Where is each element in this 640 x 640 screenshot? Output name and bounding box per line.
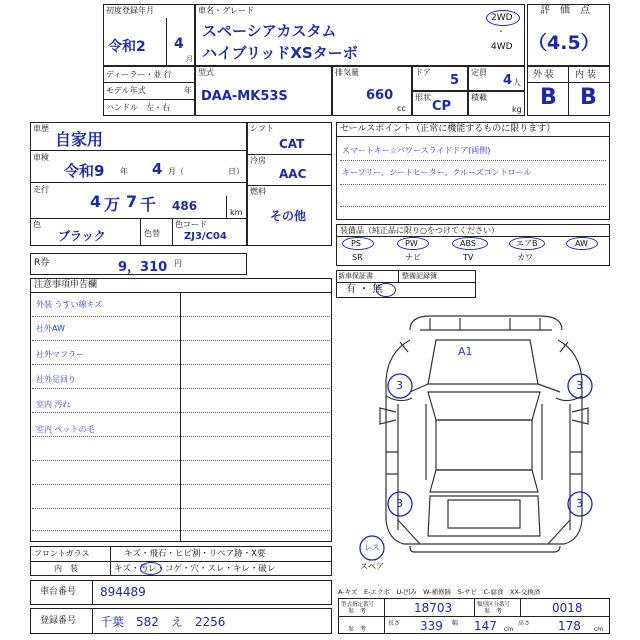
ac-value: AAC <box>279 167 307 181</box>
front-glass-label: フロントガラス <box>34 549 90 558</box>
length-value: 339 <box>420 619 443 633</box>
mileage-man-unit: 万 <box>104 195 121 214</box>
height-label: 高さ <box>518 620 531 627</box>
inspection-era: 令和9 <box>64 162 105 180</box>
mileage-sen-unit: 千 <box>140 195 157 214</box>
doors-label: ドア <box>415 68 431 77</box>
equip-tv: TV <box>463 253 474 262</box>
first-reg-month-unit: 月 <box>186 55 193 63</box>
fuel-label: 燃料 <box>250 187 266 196</box>
note-3: 社外マフラー <box>36 350 84 359</box>
color-change-label: 色替 <box>144 229 160 238</box>
load-unit: kg <box>512 105 522 114</box>
displacement-unit: cc <box>397 104 406 113</box>
inspection-day-unit: 日） <box>228 167 244 176</box>
capacity-label: 定員 <box>471 68 487 77</box>
equip-sr: SR <box>352 253 363 262</box>
first-reg-era: 令和2 <box>108 39 146 55</box>
interior-cond-label: 内 装 <box>54 564 78 573</box>
shape: CP <box>432 99 452 114</box>
width-unit: cm <box>504 626 514 633</box>
equip-airbag: エアB <box>516 239 538 248</box>
inspection-year-unit: 年 <box>120 167 128 176</box>
interior-label: 内 装 <box>575 70 596 80</box>
front-glass-options: キズ・飛石・ヒビ割・リペア跡・X要 <box>124 549 266 559</box>
warranty-new-label: 新車保証書 <box>338 272 373 280</box>
equip-abs: ABS <box>460 239 476 248</box>
note-2: 社外AW <box>36 324 65 333</box>
class-value: 0018 <box>552 601 583 615</box>
height-value: 178 <box>558 619 581 633</box>
inspection-label: 車検 <box>33 153 49 162</box>
notes-label: 注意事項申告欄 <box>34 280 98 290</box>
shift-label: シフト <box>250 124 274 133</box>
capacity-unit: 人 <box>513 78 521 87</box>
height-unit: cm <box>594 626 604 633</box>
displacement: 660 <box>366 88 394 103</box>
chassis-value: 894489 <box>100 585 146 599</box>
equipment-label: 装備品（純正品に限り○をつけてください） <box>340 226 499 235</box>
first-reg-month: 4 <box>174 36 184 52</box>
car-name-line1: スペーシアカスタム <box>202 22 337 40</box>
car-name-label: 車名・グレード <box>198 6 254 15</box>
mileage-sen: 7 <box>126 192 138 211</box>
sales-point-1: スマートキー☆パワースライドドア(両側) <box>342 146 491 155</box>
color-value: ブラック <box>58 229 106 243</box>
recycle-label: R券 <box>34 258 50 268</box>
use-label: 車歴 <box>33 124 49 133</box>
load-label: 積載 <box>471 93 487 102</box>
note-5: 室内 汚れ <box>36 400 71 409</box>
diagram-mark-front-left: 3 <box>396 379 403 392</box>
recycle-unit: 円 <box>174 259 182 268</box>
score-label: 評 価 点 <box>540 5 590 16</box>
sales-points-label: セールスポイント（正常に機能するものに限ります） <box>340 124 556 134</box>
length-label: 長さ <box>388 620 401 627</box>
sales-point-2: キーフリー、シートヒーター、クルーズコントロール <box>342 168 532 177</box>
interior-grade: B <box>580 85 597 110</box>
registration-value: 千葉 582 え 2256 <box>100 615 226 629</box>
interior-cond-options: キズ・汚レ・コゲ・穴・スレ・キレ・破レ <box>114 564 276 574</box>
equip-ps: PS <box>351 239 361 248</box>
warranty-record-label: 整備記録簿 <box>402 272 437 280</box>
type-cert-ref: 参 考 <box>348 608 367 615</box>
dims-ref: 参 考 <box>348 626 367 633</box>
color-code: ZJ3/C04 <box>184 231 227 242</box>
type-cert-value: 18703 <box>414 601 453 615</box>
equip-navi: ナビ <box>405 253 421 262</box>
inspection-month-unit: 月（ <box>168 167 184 176</box>
width-value: 147 <box>474 619 497 633</box>
model-type-label: 型式 <box>198 68 214 77</box>
mileage-man: 4 <box>90 192 102 211</box>
warranty-value: 有 ・ 無 <box>346 284 383 295</box>
note-4: 社外足回り <box>36 375 76 384</box>
exterior-grade: B <box>540 85 557 110</box>
model-year-label: モデル年式 <box>106 86 146 95</box>
mileage-unit: km <box>230 208 243 217</box>
equip-leather: カワ <box>517 253 533 262</box>
note-1: 外装 うすい線キズ <box>36 300 103 309</box>
ac-label: 冷房 <box>250 156 266 165</box>
mileage-rest: 486 <box>172 199 198 213</box>
registration-label: 登録番号 <box>40 616 77 626</box>
handle-label: ハンドル 左・右 <box>106 103 170 112</box>
note-6: 室内 ペットの毛 <box>36 425 95 434</box>
spare-label: スペア <box>360 562 384 571</box>
chassis-label: 車台番号 <box>40 587 77 597</box>
class-ref: 参 考 <box>484 608 503 615</box>
damage-legend: A-キズ E-エクボ U-凹み W-補修跡 S-サビ C-腐食 XX-交換済 <box>338 588 541 596</box>
diagram-mark-a1: A1 <box>458 345 473 358</box>
doors: 5 <box>450 73 460 88</box>
inspection-month: 4 <box>152 160 163 178</box>
interior-dirt-circle <box>140 562 162 575</box>
drive-4wd: 4WD <box>491 42 513 52</box>
model-year-unit: 年 <box>184 86 192 95</box>
shape-label: 形状 <box>415 93 431 102</box>
fuel-value: その他 <box>270 209 307 223</box>
capacity: 4 <box>503 73 513 88</box>
type-cert-label: 型式指定番号 <box>341 602 375 608</box>
diagram-mark-front-right: 3 <box>576 379 583 392</box>
diagram-mark-rear-left: 3 <box>396 497 403 510</box>
color-code-label: 色コード <box>175 220 207 229</box>
shift-value: CAT <box>279 137 305 151</box>
diagram-mark-rear-right: 3 <box>576 497 583 510</box>
color-label: 色 <box>33 220 41 229</box>
drive-dot: ・ <box>497 27 505 36</box>
width-label: 幅 <box>452 620 459 627</box>
dealer-label: ディーラー・並 行 <box>106 70 172 79</box>
recycle-amount: 9，310 <box>118 260 168 275</box>
equip-pw: PW <box>405 239 418 248</box>
class-label: 類別区分番号 <box>477 602 511 608</box>
spare-mark: レス <box>364 543 380 552</box>
exterior-label: 外 装 <box>533 70 554 80</box>
model-type: DAA-MK53S <box>201 89 288 104</box>
drive-2wd: 2WD <box>491 13 513 23</box>
equip-aw: AW <box>575 239 588 248</box>
displacement-label: 排気量 <box>335 68 359 77</box>
score-value: （4.5） <box>528 32 600 54</box>
mileage-label: 走行 <box>33 185 49 194</box>
use-value: 自家用 <box>55 130 104 149</box>
car-name-line2: ハイブリッドXSターボ <box>202 44 358 62</box>
first-reg-label: 初度登録年月 <box>106 6 154 15</box>
